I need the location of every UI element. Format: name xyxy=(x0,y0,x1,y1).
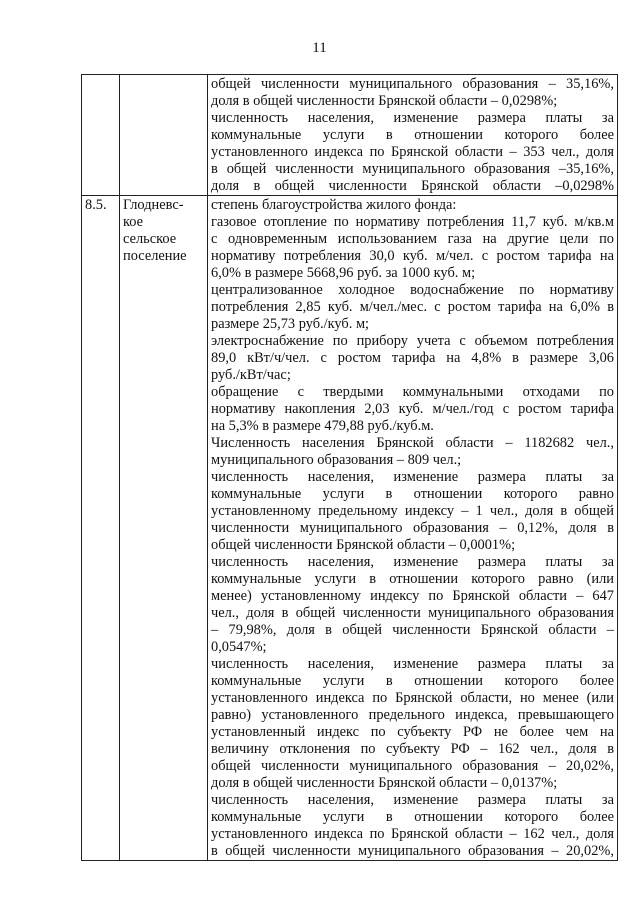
text-line: общей численности муниципального образования – 35,16%, xyxy=(211,76,614,92)
text-line: коммунальные услуги в отношении которого равно xyxy=(211,486,614,502)
text-line: установленного индекса по Брянской области – 353 чел., доля xyxy=(211,144,614,160)
text-line: на 5,3% в размере 479,88 руб./куб.м. xyxy=(211,418,434,434)
text-line: менее) установленному индексу по Брянской области – 647 xyxy=(211,588,614,604)
table-row-continuation xyxy=(82,75,618,196)
text-line: размере 25,73 руб./куб. м; xyxy=(211,316,370,332)
text-line: в общей численности муниципального образования –35,16%, xyxy=(211,161,614,177)
text-line: нормативу накопления 2,03 куб. м/чел./год с ростом тарифа xyxy=(211,401,614,417)
description-cell xyxy=(208,196,618,861)
text-line: численность населения, изменение размера платы за xyxy=(211,656,614,672)
text-line: доля в общей численности Брянской области –0,0298% xyxy=(211,178,614,194)
text-line: установленному предельному индексу – 1 чел., доля в общей xyxy=(211,503,614,519)
text-line: в общей численности муниципального образования – 20,02%, xyxy=(211,843,614,859)
text-line: доля в общей численности Брянской области – 0,0298%; xyxy=(211,93,558,109)
text-line: доля в общей численности Брянской области – 0,0137%; xyxy=(211,775,558,791)
text-line: численность населения, изменение размера платы за xyxy=(211,469,614,485)
text-line: установленный индекс по субъекту РФ не более чем на xyxy=(211,724,614,740)
table-row-8-5 xyxy=(82,196,618,861)
text-line: обращение с твердыми коммунальными отходами по xyxy=(211,384,614,400)
text-line: степень благоустройства жилого фонда: xyxy=(211,197,457,213)
municipal-data-table xyxy=(81,74,618,861)
text-line: потребления 2,85 куб. м/чел./мес. с ростом тарифа на 6,0% в xyxy=(211,299,614,315)
name-line: сельское xyxy=(123,231,177,247)
text-line: газовое отопление по нормативу потребления 11,7 куб. м/кв.м xyxy=(211,214,614,230)
text-line: численность населения, изменение размера платы за xyxy=(211,110,614,126)
text-line: муниципального образования – 809 чел.; xyxy=(211,452,462,468)
name-line: Глодневс- xyxy=(123,197,184,213)
page-number: 11 xyxy=(312,40,327,56)
text-line: Численность населения Брянской области – 1182682 чел., xyxy=(211,435,614,451)
text-line: коммунальные услуги в отношении которого более xyxy=(211,673,614,689)
text-line: 0,0547%; xyxy=(211,639,267,655)
text-line: электроснабжение по прибору учета с объемом потребления xyxy=(211,333,614,349)
row-number: 8.5. xyxy=(85,197,107,213)
text-line: с одновременным использованием газа на другие цели по xyxy=(211,231,614,247)
text-line: коммунальные услуги в отношении которого равно (или xyxy=(211,571,614,587)
text-line: коммунальные услуги в отношении которого более xyxy=(211,809,614,825)
text-line: 89,0 кВт/ч/чел. с ростом тарифа на 4,8% в размере 3,06 xyxy=(211,350,614,366)
text-line: общей численности муниципального образования – 20,02%, xyxy=(211,758,614,774)
name-line: поселение xyxy=(123,248,187,264)
settlement-name-cell xyxy=(120,196,208,861)
text-line: установленного индекса по Брянской области – 162 чел., доля xyxy=(211,826,614,842)
name-line: кое xyxy=(123,214,144,230)
text-line: численность населения, изменение размера платы за xyxy=(211,792,614,808)
description-cell xyxy=(208,75,618,196)
row-number-cell xyxy=(82,75,120,196)
text-line: – 79,98%, доля в общей численности Брянской области – xyxy=(211,622,614,638)
row-number-cell xyxy=(82,196,120,861)
text-line: руб./кВт/час; xyxy=(211,367,291,383)
text-line: численности муниципального образования – 0,12%, доля в xyxy=(211,520,614,536)
text-line: равно) установленного предельного индекса, превышающего xyxy=(211,707,614,723)
settlement-name xyxy=(123,197,204,265)
text-line: численность населения, изменение размера платы за xyxy=(211,554,614,570)
text-line: величину отклонения по субъекту РФ – 162 чел., доля в xyxy=(211,741,614,757)
settlement-name-cell xyxy=(120,75,208,196)
text-line: коммунальные услуги в отношении которого более xyxy=(211,127,614,143)
text-line: общей численности Брянской области – 0,0001%; xyxy=(211,537,516,553)
text-line: установленного индекса по Брянской области, но менее (или xyxy=(211,690,614,706)
text-line: централизованное холодное водоснабжение по нормативу xyxy=(211,282,614,298)
description-text xyxy=(211,197,614,860)
text-line: чел., доля в общей численности муниципального образования xyxy=(211,605,614,621)
text-line: 6,0% в размере 5668,96 руб. за 1000 куб. м; xyxy=(211,265,476,281)
description-text xyxy=(211,76,614,195)
text-line: нормативу потребления 30,0 куб. м/чел. с ростом тарифа на xyxy=(211,248,614,264)
